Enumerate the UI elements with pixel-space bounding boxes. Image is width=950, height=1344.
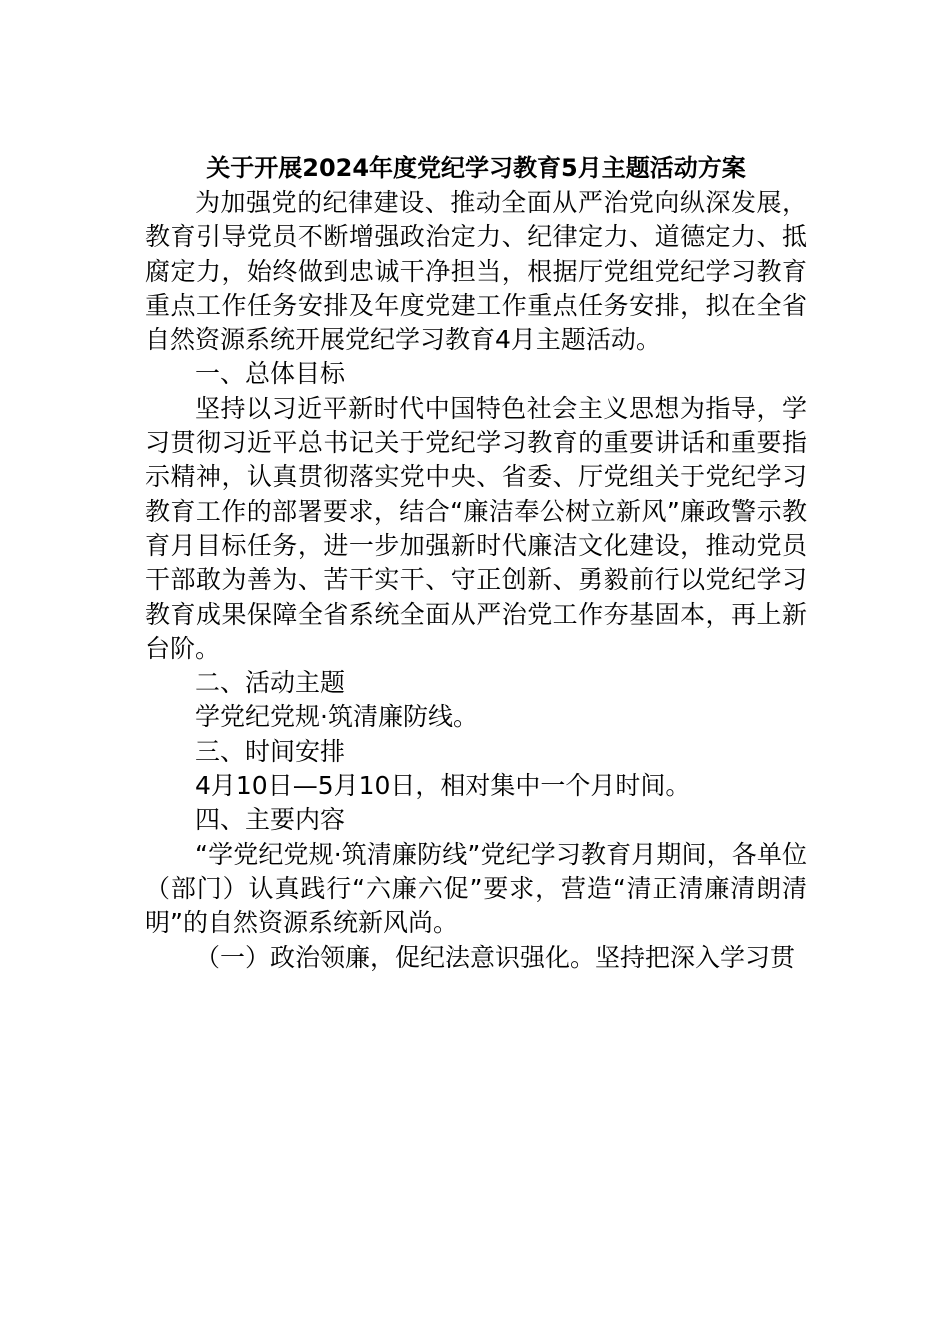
- section-heading-schedule: 三、时间安排: [195, 736, 346, 766]
- subsection-paragraph-1: （一）政治领廉，促纪法意识强化。坚持把深入学习贯: [195, 942, 796, 972]
- intro-paragraph: 为加强党的纪律建设、推动全面从严治党向纵深发展，教育引导党员不断增强政治定力、纪律定力、道德定力、抵腐定力，始终做到忠诚干净担当，根据厅党组党纪学习教育重点工作任务安排及年度党建工作重点任务安排，拟在全省自然资源系统开展党纪学习教育4月主题活动。: [145, 188, 807, 355]
- section-body-theme: 学党纪党规·筑清廉防线。: [195, 702, 478, 732]
- section-heading-theme: 二、活动主题: [195, 668, 346, 698]
- section-body-schedule: 4月10日—5月10日，相对集中一个月时间。: [195, 771, 691, 801]
- document-page: [145, 150, 807, 975]
- section-body-content: “学党纪党规·筑清廉防线”党纪学习教育月期间，各单位（部门）认真践行“六廉六促”要求，营造“清正清廉清朗清明”的自然资源系统新风尚。: [145, 839, 807, 938]
- section-heading-content: 四、主要内容: [195, 805, 346, 835]
- section-body-goals: 坚持以习近平新时代中国特色社会主义思想为指导，学习贯彻习近平总书记关于党纪学习教育的重要讲话和重要指示精神，认真贯彻落实党中央、省委、厅党组关于党纪学习教育工作的部署要求，结合“廉洁奉公树立新风”廉政警示教育月目标任务，进一步加强新时代廉洁文化建设，推动党员干部敢为善为、苦干实干、守正创新、勇毅前行以党纪学习教育成果保障全省系统全面从严治党工作夯基固本，再上新台阶。: [145, 393, 807, 663]
- section-heading-goals: 一、总体目标: [195, 359, 346, 389]
- document-title: 关于开展2024年度党纪学习教育5月主题活动方案: [206, 154, 746, 182]
